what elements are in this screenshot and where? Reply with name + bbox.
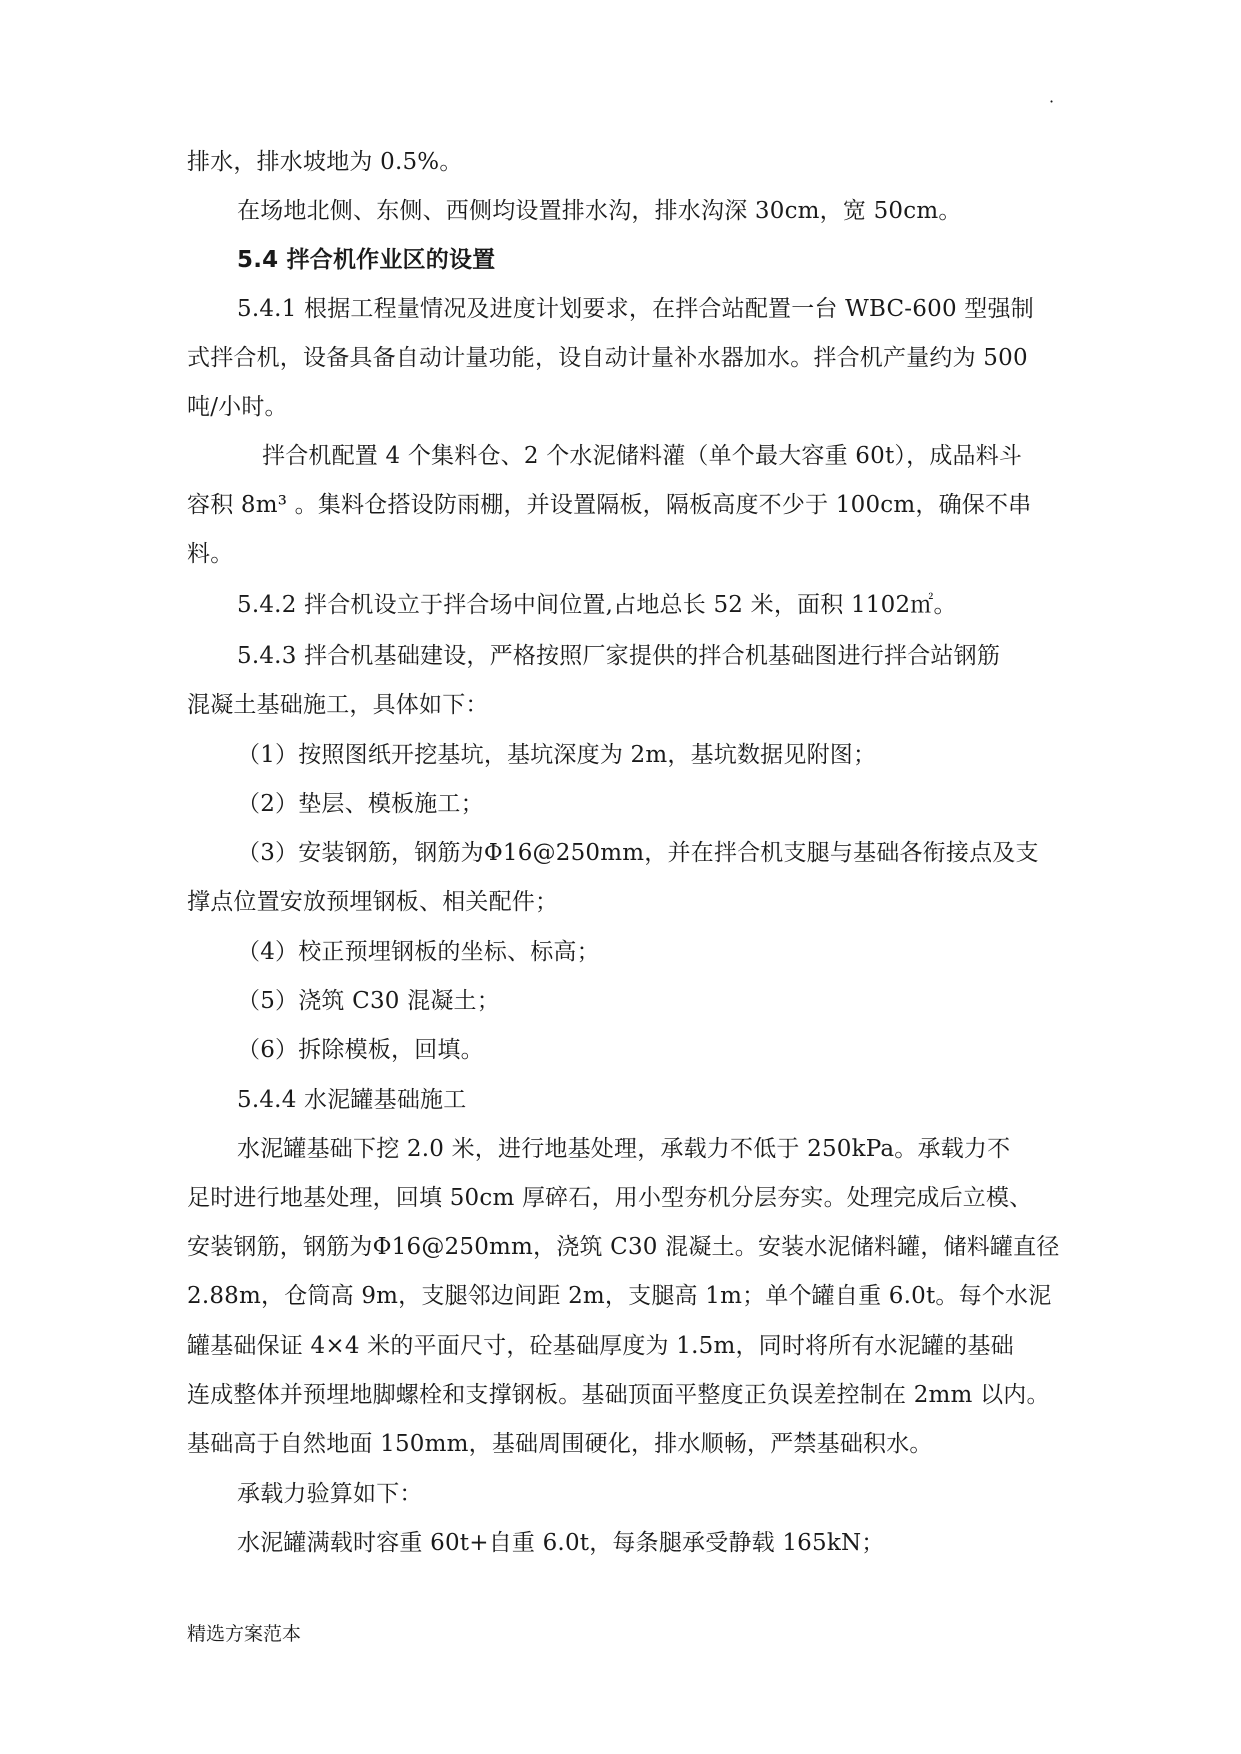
paragraph-line: 基础高于自然地面 150mm，基础周围硬化，排水顺畅，严禁基础积水。: [187, 1431, 933, 1457]
page-footer: 精选方案范本: [187, 1623, 302, 1645]
section-heading: 5.4 拌合机作业区的设置: [237, 247, 496, 273]
paragraph-line: 连成整体并预埋地脚螺栓和支撑钢板。基础顶面平整度正负误差控制在 2mm 以内。: [187, 1382, 1050, 1408]
paragraph-line: 撑点位置安放预埋钢板、相关配件；: [187, 889, 559, 915]
paragraph-line: 5.4.3 拌合机基础建设，严格按照厂家提供的拌合机基础图进行拌合站钢筋: [237, 643, 1001, 669]
paragraph-line: 容积 8m³ 。集料仓搭设防雨棚，并设置隔板，隔板高度不少于 100cm，确保不串: [187, 492, 1032, 518]
paragraph-line: 水泥罐满载时容重 60t+自重 6.0t，每条腿承受静载 165kN；: [237, 1530, 885, 1556]
paragraph-line: 罐基础保证 4×4 米的平面尺寸，砼基础厚度为 1.5m，同时将所有水泥罐的基础: [187, 1333, 1014, 1359]
paragraph-line: 足时进行地基处理，回填 50cm 厚碎石，用小型夯机分层夯实。处理完成后立模、: [187, 1185, 1033, 1211]
paragraph-line: 在场地北侧、东侧、西侧均设置排水沟，排水沟深 30cm，宽 50cm。: [237, 198, 962, 224]
list-item: （6）拆除模板，回填。: [237, 1037, 484, 1063]
subsection-heading: 5.4.4 水泥罐基础施工: [237, 1087, 467, 1113]
paragraph-line: 安装钢筋，钢筋为Φ16@250mm，浇筑 C30 混凝土。安装水泥储料罐，储料罐直径: [187, 1234, 1060, 1260]
list-item: （5）浇筑 C30 混凝土；: [237, 988, 500, 1014]
paragraph-line: 料。: [187, 541, 234, 567]
paragraph-line: 混凝土基础施工，具体如下：: [187, 692, 489, 718]
paragraph-line: 承载力验算如下：: [237, 1481, 423, 1507]
paragraph-line: 拌合机配置 4 个集料仓、2 个水泥储料灌（单个最大容重 60t），成品料斗: [262, 443, 1023, 469]
paragraph-line: 式拌合机，设备具备自动计量功能，设自动计量补水器加水。拌合机产量约为 500: [187, 345, 1028, 371]
list-item: （4）校正预埋钢板的坐标、标高；: [237, 939, 600, 965]
list-item: （3）安装钢筋，钢筋为Φ16@250mm，并在拌合机支腿与基础各衔接点及支: [237, 840, 1039, 866]
paragraph-line: 5.4.2 拌合机设立于拌合场中间位置,占地总长 52 米，面积 1102㎡。: [237, 592, 957, 618]
paragraph-line: 水泥罐基础下挖 2.0 米，进行地基处理，承载力不低于 250kPa。承载力不: [237, 1136, 1011, 1162]
paragraph-line: 5.4.1 根据工程量情况及进度计划要求，在拌合站配置一台 WBC-600 型强制: [237, 296, 1034, 322]
corner-mark: ·: [1049, 92, 1055, 111]
paragraph-line: 排水，排水坡地为 0.5%。: [187, 149, 463, 175]
list-item: （2）垫层、模板施工；: [237, 791, 484, 817]
paragraph-line: 2.88m，仓筒高 9m，支腿邻边间距 2m，支腿高 1m；单个罐自重 6.0t。每个水泥: [187, 1283, 1052, 1309]
paragraph-line: 吨/小时。: [187, 394, 288, 420]
list-item: （1）按照图纸开挖基坑，基坑深度为 2m，基坑数据见附图；: [237, 742, 877, 768]
